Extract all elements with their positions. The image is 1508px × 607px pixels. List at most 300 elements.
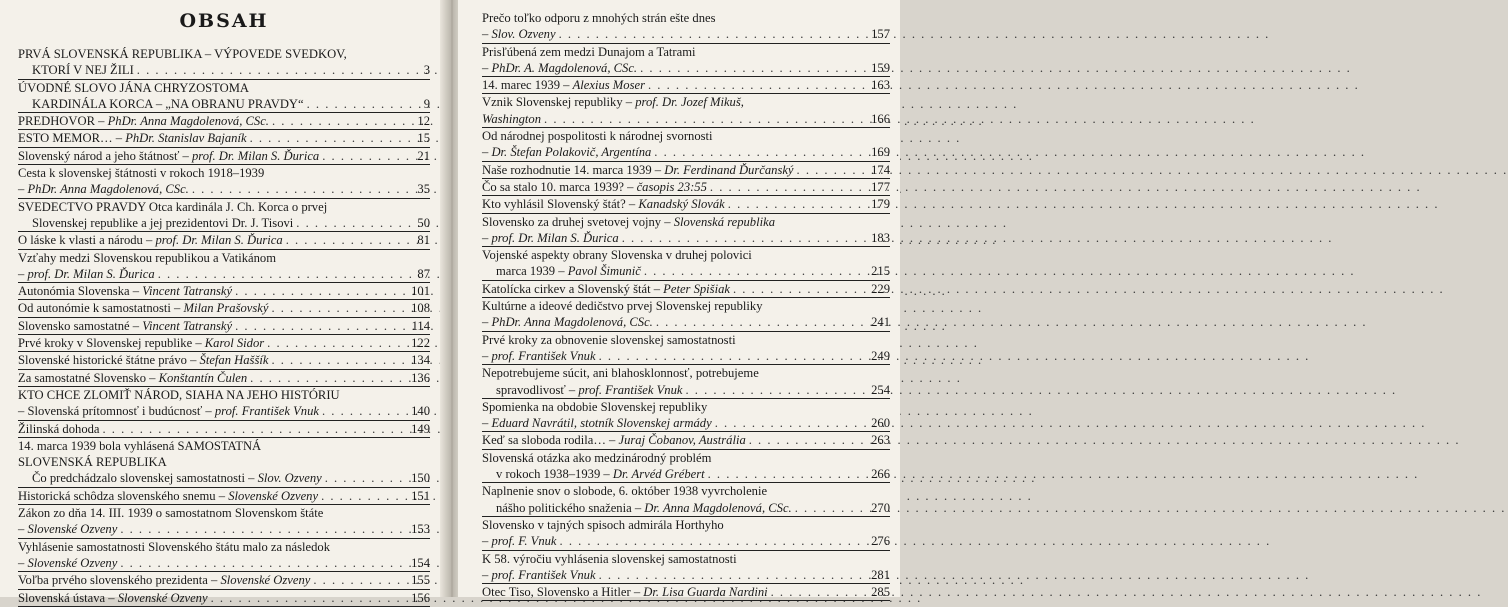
- entry-title: SVEDECTVO PRAVDY Otca kardinála J. Ch. Korca o prvej: [18, 199, 328, 214]
- page-number: 3: [423, 63, 430, 78]
- toc-entry-line: [482, 263, 890, 279]
- page-number: 35: [417, 182, 430, 197]
- entry-author: Slovenské Ozveny: [27, 555, 118, 570]
- toc-entry-line: [482, 10, 890, 26]
- toc-entry-text: [18, 250, 276, 266]
- entry-title: –: [482, 534, 492, 549]
- toc-list-left: [18, 46, 430, 607]
- toc-entry-text: [482, 60, 637, 76]
- toc-entry: [18, 250, 430, 284]
- page-number: 9: [423, 96, 430, 111]
- toc-entry-line: [18, 46, 430, 62]
- leader-dots: [296, 215, 405, 231]
- leader-dots: [654, 144, 865, 160]
- entry-author: Slovenské Ozveny: [228, 488, 319, 503]
- page-number: 114: [411, 318, 430, 333]
- page-number: 249: [871, 348, 890, 363]
- entry-title: v rokoch 1938–1939 –: [496, 467, 613, 482]
- entry-title: –: [18, 182, 28, 197]
- page-number: 285: [871, 585, 890, 600]
- entry-title: –: [18, 555, 28, 570]
- leader-dots: [544, 111, 865, 127]
- leader-dots: [685, 382, 865, 398]
- toc-entry-line: [482, 584, 890, 600]
- page-number: 153: [411, 522, 430, 537]
- page-number: 140: [411, 404, 430, 419]
- toc-entry-text: [482, 44, 696, 60]
- entry-title: Keď sa sloboda rodila… –: [482, 433, 619, 448]
- toc-entry-text: [482, 10, 716, 26]
- toc-entry: [482, 44, 890, 78]
- toc-entry-text: [482, 450, 711, 466]
- toc-entry-line: [482, 214, 890, 230]
- toc-entry: [18, 80, 430, 114]
- entry-author: prof. Dr. Jozef Mikuš,: [635, 95, 744, 110]
- toc-entry: [18, 113, 430, 130]
- entry-author: Kanadský Slovák: [638, 197, 725, 212]
- leader-dots: [271, 352, 405, 368]
- entry-title: Historická schôdza slovenského snemu –: [18, 488, 229, 503]
- toc-entry-text: [18, 266, 155, 282]
- toc-entry: [482, 450, 890, 484]
- toc-entry-line: [482, 247, 890, 263]
- toc-entry-line: [482, 162, 890, 178]
- toc-list-right: [482, 10, 890, 601]
- page-number: 12: [417, 114, 430, 129]
- page-number: 21: [417, 148, 430, 163]
- toc-entry-text: [18, 370, 247, 386]
- toc-entry-text: [482, 230, 619, 246]
- toc-entry: [18, 438, 430, 488]
- toc-entry-text: [482, 399, 707, 415]
- entry-author: Slovenské Ozveny: [117, 590, 208, 605]
- toc-entry: [482, 214, 890, 248]
- page-number: 149: [411, 421, 430, 436]
- toc-entry: [18, 165, 430, 199]
- leader-dots: [103, 421, 406, 437]
- page-number: 50: [417, 215, 430, 230]
- leader-dots: [211, 590, 405, 606]
- entry-author: Slovenská republika: [673, 214, 775, 229]
- entry-title: Kultúrne a ideové dedičstvo prvej Slovenskej republiky: [482, 299, 763, 314]
- entry-title: –: [482, 416, 492, 431]
- toc-entry-line: [18, 62, 430, 78]
- toc-entry-text: [18, 438, 261, 454]
- toc-entry-line: [18, 438, 430, 454]
- toc-entry: [18, 352, 430, 369]
- entry-title: Slovenské historické štátne právo –: [18, 353, 200, 368]
- entry-title: –: [482, 145, 492, 160]
- page-number: 122: [411, 336, 430, 351]
- entry-title: Vznik Slovenskej republiky –: [482, 95, 636, 110]
- toc-entry-line: [18, 387, 430, 403]
- entry-author: Washington: [482, 111, 542, 126]
- toc-entry-text: [18, 283, 232, 299]
- leader-dots: [728, 196, 865, 212]
- toc-entry-line: [482, 500, 890, 516]
- entry-title: Katolícka cirkev a Slovenský štát –: [482, 281, 664, 296]
- entry-title: marca 1939 –: [496, 264, 568, 279]
- leader-dots: [771, 584, 865, 600]
- toc-entry-text: [18, 80, 249, 96]
- entry-title: Slovensko za druhej svetovej vojny –: [482, 214, 674, 229]
- page-number: 276: [871, 534, 890, 549]
- toc-entry-text: [482, 196, 725, 212]
- entry-title: PREDHOVOR –: [18, 114, 108, 129]
- page-number: 15: [417, 131, 430, 146]
- entry-author: Milan Prašovský: [183, 301, 269, 316]
- page-number: 159: [871, 60, 890, 75]
- entry-title: Čo predchádzalo slovenskej samostatnosti –: [32, 471, 258, 486]
- entry-author: Štefan Haššík: [199, 353, 269, 368]
- toc-entry-line: [482, 382, 890, 398]
- toc-entry-text: [482, 415, 712, 431]
- page-number: 163: [871, 78, 890, 93]
- entry-author: prof. Dr. Milan S. Ďurica: [491, 230, 619, 245]
- page-number: 241: [871, 315, 890, 330]
- leader-dots: [313, 572, 405, 588]
- entry-author: Vincent Tatranský: [142, 284, 233, 299]
- entry-title: –: [482, 348, 492, 363]
- toc-entry: [482, 196, 890, 213]
- entry-author: PhDr. Stanislav Bajaník: [125, 131, 247, 146]
- toc-entry-text: [18, 555, 117, 571]
- leader-dots: [648, 77, 865, 93]
- toc-entry-line: [18, 232, 430, 248]
- toc-entry-text: [18, 113, 269, 129]
- toc-entry-text: [32, 470, 322, 486]
- entry-author: Alexius Moser: [572, 78, 645, 93]
- toc-entry-text: [18, 572, 310, 588]
- entry-author: Peter Spišiak: [663, 281, 730, 296]
- leader-dots: [325, 470, 405, 486]
- entry-title: Za samostatné Slovensko –: [18, 370, 159, 385]
- toc-entry: [18, 590, 430, 607]
- toc-entry: [18, 148, 430, 165]
- toc-entry-line: [18, 181, 430, 197]
- entry-title: KTO CHCE ZLOMIŤ NÁROD, SIAHA NA JEHO HISTÓRIU: [18, 387, 340, 402]
- toc-entry-text: [496, 500, 792, 516]
- entry-title: –: [18, 522, 28, 537]
- entry-title: – Slovenská prítomnosť i budúcnosť –: [18, 404, 215, 419]
- toc-entry: [482, 162, 890, 179]
- entry-title: Prvé kroky za obnovenie slovenskej samostatnosti: [482, 332, 736, 347]
- toc-entry-text: [18, 199, 327, 215]
- toc-entry-line: [482, 483, 890, 499]
- toc-entry-line: [18, 488, 430, 504]
- page-number: 266: [871, 467, 890, 482]
- toc-entry-line: [482, 94, 890, 110]
- toc-entry-line: [482, 399, 890, 415]
- page-number: 157: [871, 27, 890, 42]
- entry-author: prof. František Vnuk: [491, 567, 596, 582]
- entry-title: Cesta k slovenskej štátnosti v rokoch 1918–1939: [18, 166, 265, 181]
- toc-entry: [482, 94, 890, 128]
- entry-title: KARDINÁLA KORCA – „NA OBRANU PRAVDY“: [32, 96, 304, 111]
- page-number: 150: [411, 471, 430, 486]
- entry-author: Dr. Ferdinand Ďurčanský: [664, 162, 794, 177]
- toc-entry-line: [482, 111, 890, 127]
- entry-title: SLOVENSKÁ REPUBLIKA: [18, 455, 167, 470]
- page-number: 134: [411, 353, 430, 368]
- entry-title: Naše rozhodnutie 14. marca 1939 –: [482, 162, 665, 177]
- page-number: 229: [871, 281, 890, 296]
- toc-entry-line: [482, 432, 890, 448]
- toc-entry-text: [18, 181, 189, 197]
- entry-author: Karol Sidor: [204, 336, 265, 351]
- entry-author: prof. František Vnuk: [491, 348, 596, 363]
- page-number: 108: [411, 301, 430, 316]
- leader-dots: [235, 318, 405, 334]
- entry-author: Pavol Šimunič: [567, 264, 641, 279]
- toc-entry: [482, 247, 890, 281]
- toc-entry-text: [18, 130, 247, 146]
- toc-entry: [18, 488, 430, 505]
- leader-dots: [559, 26, 865, 42]
- toc-entry-text: [496, 466, 705, 482]
- entry-title: –: [482, 567, 492, 582]
- toc-entry: [482, 128, 890, 162]
- page-number: 154: [411, 555, 430, 570]
- toc-entry-text: [18, 232, 283, 248]
- toc-entry-line: [482, 332, 890, 348]
- toc-entry: [482, 298, 890, 332]
- entry-author: prof. Dr. Milan S. Ďurica: [155, 233, 283, 248]
- entry-title: –: [482, 230, 492, 245]
- page-number: 270: [871, 500, 890, 515]
- toc-entry-line: [18, 199, 430, 215]
- toc-entry-line: [482, 298, 890, 314]
- toc-entry-line: [482, 450, 890, 466]
- entry-title: 14. marca 1939 bola vyhlásená SAMOSTATNÁ: [18, 438, 262, 453]
- toc-entry-line: [482, 26, 890, 42]
- entry-author: PhDr. A. Magdolenová, CSc.: [491, 60, 638, 75]
- toc-entry-text: [482, 26, 556, 42]
- toc-entry-line: [18, 165, 430, 181]
- entry-author: Dr. Anna Magdolenová, CSc.: [644, 500, 792, 515]
- toc-entry-line: [18, 572, 430, 588]
- toc-entry-text: [18, 421, 100, 437]
- entry-author: PhDr. Anna Magdolenová, CSc.: [491, 315, 653, 330]
- toc-entry: [482, 77, 890, 94]
- toc-entry-line: [18, 80, 430, 96]
- toc-entry-text: [482, 517, 724, 533]
- entry-title: spravodlivosť –: [496, 382, 579, 397]
- page-number: 177: [871, 179, 890, 194]
- toc-entry: [18, 199, 430, 233]
- leader-dots: [599, 567, 865, 583]
- leader-dots: [120, 555, 405, 571]
- entry-author: prof. F. Vnuk: [491, 534, 557, 549]
- page-number: 215: [871, 264, 890, 279]
- leader-dots: [120, 521, 405, 537]
- toc-entry-text: [482, 483, 767, 499]
- toc-entry-text: [32, 62, 134, 78]
- toc-entry-line: [18, 130, 430, 146]
- page-number: 263: [871, 433, 890, 448]
- toc-entry-text: [18, 539, 330, 555]
- entry-author: Konštantín Čulen: [158, 370, 248, 385]
- entry-author: Dr. Lisa Guarda Nardini: [643, 585, 768, 600]
- toc-entry-line: [482, 230, 890, 246]
- toc-entry-line: [482, 44, 890, 60]
- toc-entry-text: [482, 348, 596, 364]
- entry-title: ÚVODNÉ SLOVO JÁNA CHRYZOSTOMA: [18, 80, 250, 95]
- entry-author: PhDr. Anna Magdolenová, CSc.: [107, 114, 269, 129]
- leader-dots: [322, 148, 405, 164]
- toc-entry-text: [482, 128, 713, 144]
- entry-author: PhDr. Anna Magdolenová, CSc.: [27, 182, 189, 197]
- toc-entry: [18, 300, 430, 317]
- toc-entry-text: [482, 298, 763, 314]
- entry-title: O láske k vlasti a národu –: [18, 233, 156, 248]
- toc-entry: [482, 483, 890, 517]
- toc-entry-line: [18, 266, 430, 282]
- entry-title: Čo sa stalo 10. marca 1939? –: [482, 179, 637, 194]
- toc-entry-text: [482, 77, 645, 93]
- leader-dots: [271, 300, 405, 316]
- entry-title: Prečo toľko odporu z mnohých strán ešte dnes: [482, 11, 716, 25]
- page-number: 174: [871, 162, 890, 177]
- entry-author: prof. Dr. Milan S. Ďurica: [27, 266, 155, 281]
- toc-entry-text: [18, 300, 268, 316]
- leader-dots: [708, 466, 865, 482]
- entry-author: Juraj Čobanov, Austrália: [618, 433, 746, 448]
- toc-entry-line: [18, 318, 430, 334]
- entry-title: Nepotrebujeme súcit, ani blahosklonnosť, potrebujeme: [482, 366, 759, 381]
- toc-entry: [18, 539, 430, 573]
- toc-entry-line: [18, 300, 430, 316]
- entry-author: Slov. Ozveny: [257, 471, 322, 486]
- entry-title: –: [482, 60, 492, 75]
- entry-author: Slov. Ozveny: [491, 27, 556, 42]
- entry-author: prof. František Vnuk: [214, 404, 319, 419]
- entry-title: KTORÍ V NEJ ŽILI: [32, 63, 134, 78]
- entry-author: Dr. Štefan Polakovič, Argentína: [491, 145, 652, 160]
- toc-entry-text: [18, 403, 319, 419]
- entry-title: –: [482, 27, 492, 42]
- entry-title: Kto vyhlásil Slovenský štát? –: [482, 197, 639, 212]
- toc-entry-line: [18, 113, 430, 129]
- toc-entry: [18, 572, 430, 589]
- entry-title: –: [482, 315, 492, 330]
- toc-entry: [482, 584, 890, 601]
- toc-entry-line: [18, 250, 430, 266]
- toc-entry-text: [18, 318, 232, 334]
- toc-entry-text: [482, 111, 541, 127]
- leader-dots: [797, 162, 865, 178]
- entry-title: Slovenskej republike a jej prezidentovi Dr. J. Tisovi: [32, 215, 294, 230]
- toc-entry-text: [482, 365, 759, 381]
- toc-entry: [482, 551, 890, 585]
- page-number: 260: [871, 416, 890, 431]
- page-number: 101: [411, 284, 430, 299]
- toc-entry-line: [482, 60, 890, 76]
- leader-dots: [599, 348, 865, 364]
- entry-title: Slovenská otázka ako medzinárodný problém: [482, 450, 712, 465]
- leader-dots: [286, 232, 405, 248]
- toc-entry-text: [18, 454, 167, 470]
- entry-author: prof. Dr. Milan S. Ďurica: [191, 148, 320, 163]
- toc-entry-text: [482, 432, 746, 448]
- toc-entry-line: [482, 77, 890, 93]
- leader-dots: [640, 60, 865, 76]
- toc-entry-text: [18, 521, 117, 537]
- toc-entry-line: [18, 590, 430, 606]
- leader-dots: [250, 130, 405, 146]
- toc-entry: [482, 332, 890, 366]
- entry-title: Žilinská dohoda: [18, 421, 100, 436]
- toc-entry-line: [18, 505, 430, 521]
- toc-entry-text: [32, 215, 293, 231]
- leader-dots: [267, 335, 405, 351]
- leader-dots: [321, 488, 405, 504]
- entry-title: Prvé kroky v Slovenskej republike –: [18, 336, 205, 351]
- entry-author: Eduard Navrátil, stotník Slovenskej armády: [491, 416, 712, 431]
- toc-entry-text: [32, 96, 304, 112]
- entry-author: časopis 23:55: [636, 179, 707, 194]
- entry-title: Autonómia Slovenska –: [18, 284, 143, 299]
- leader-dots: [710, 179, 865, 195]
- toc-entry-text: [496, 382, 682, 398]
- entry-title: 14. marec 1939 –: [482, 78, 573, 93]
- toc-entry-line: [482, 179, 890, 195]
- leader-dots: [235, 283, 405, 299]
- toc-entry-text: [18, 488, 318, 504]
- toc-entry-text: [482, 179, 707, 195]
- entry-author: Vincent Tatranský: [142, 318, 233, 333]
- entry-title: Vojenské aspekty obrany Slovenska v druhej polovici: [482, 248, 752, 263]
- toc-entry-line: [18, 370, 430, 386]
- toc-entry-text: [482, 332, 736, 348]
- entry-title: Vzťahy medzi Slovenskou republikou a Vatikánom: [18, 250, 277, 265]
- entry-title: PRVÁ SLOVENSKÁ REPUBLIKA – VÝPOVEDE SVEDKOV,: [18, 47, 347, 61]
- toc-entry-line: [482, 567, 890, 583]
- toc-entry-line: [482, 314, 890, 330]
- toc-entry: [18, 46, 430, 80]
- page-number: 81: [417, 233, 430, 248]
- entry-title: Slovensko samostatné –: [18, 318, 143, 333]
- toc-entry-line: [482, 196, 890, 212]
- entry-author: Slovenské Ozveny: [220, 573, 311, 588]
- toc-entry-line: [482, 533, 890, 549]
- page-number: 183: [871, 230, 890, 245]
- page-number: 281: [871, 567, 890, 582]
- entry-title: Vyhlásenie samostatnosti Slovenského štátu malo za následok: [18, 539, 330, 554]
- toc-entry-text: [18, 505, 323, 521]
- leader-dots: [322, 403, 405, 419]
- entry-title: ESTO MEMOR… –: [18, 131, 126, 146]
- toc-entry-line: [18, 352, 430, 368]
- leader-dots: [795, 500, 865, 516]
- toc-entry: [482, 432, 890, 449]
- toc-entry: [482, 179, 890, 196]
- toc-entry: [482, 399, 890, 433]
- entry-author: Dr. Arvéd Grébert: [612, 467, 705, 482]
- toc-entry: [18, 130, 430, 147]
- toc-entry-text: [482, 144, 651, 160]
- page-number: 136: [411, 370, 430, 385]
- toc-entry-line: [18, 96, 430, 112]
- toc-entry-line: [18, 539, 430, 555]
- leader-dots: [715, 415, 865, 431]
- toc-entry-line: [482, 348, 890, 364]
- leader-dots: [733, 281, 865, 297]
- toc-entry-text: [18, 165, 264, 181]
- leader-dots: [622, 230, 865, 246]
- toc-entry-line: [482, 517, 890, 533]
- toc-entry: [18, 232, 430, 249]
